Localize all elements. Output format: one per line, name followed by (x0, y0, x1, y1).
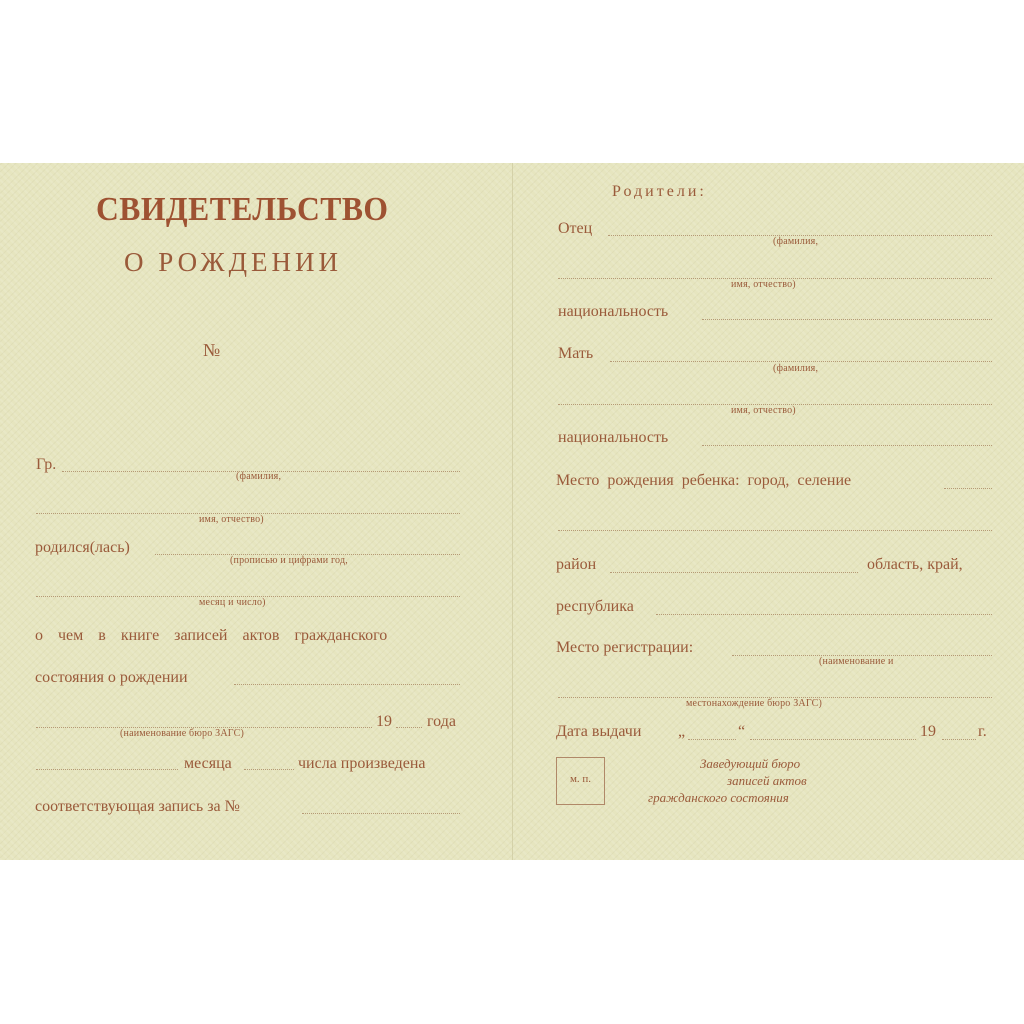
father-hint-surname: (фамилия, (773, 236, 819, 247)
mother-label: Мать (558, 345, 594, 362)
certificate-subtitle: О РОЖДЕНИИ (124, 247, 343, 277)
issue-year-prefix: 19 (920, 723, 936, 740)
father-label: Отец (558, 220, 593, 237)
hint-date-2: месяц и число) (199, 597, 266, 608)
hint-surname: (фамилия, (236, 471, 282, 482)
record-text-1: о чем в книге записей актов гражданского (35, 627, 388, 644)
district-field[interactable] (610, 572, 858, 573)
certificate-title: СВИДЕТЕЛЬСТВО (96, 191, 389, 228)
issue-date-label: Дата выдачи (556, 723, 642, 740)
signer-line-2: записей актов (727, 773, 807, 788)
birthplace-field-2[interactable] (558, 530, 992, 531)
republic-field[interactable] (656, 614, 992, 615)
entry-number-field[interactable] (302, 813, 460, 814)
birthplace-label: Место рождения ребенка: город, селение (556, 472, 852, 489)
issue-month-field[interactable] (750, 739, 916, 740)
father-nationality-label: национальность (558, 303, 669, 320)
father-nationality-field[interactable] (702, 319, 992, 320)
record-field[interactable] (234, 684, 460, 685)
signer-line-1: Заведующий бюро (700, 756, 801, 771)
stamp-label: м. п. (569, 773, 592, 785)
district-label: район (556, 556, 597, 573)
parents-label: Родители: (612, 183, 707, 200)
close-quote: “ (738, 723, 746, 740)
record-text-2: состояния о рождении (35, 669, 188, 686)
mother-hint-surname: (фамилия, (773, 363, 819, 374)
birthplace-field[interactable] (944, 488, 992, 489)
hint-bureau: (наименование бюро ЗАГС) (120, 728, 244, 739)
issue-year-field[interactable] (942, 739, 976, 740)
citizen-label: Гр. (36, 456, 57, 473)
mother-nationality-label: национальность (558, 429, 669, 446)
republic-label: республика (556, 598, 634, 615)
month-field[interactable] (244, 769, 294, 770)
entry-text: соответствующая запись за № (35, 798, 240, 815)
hint-registration-1: (наименование и (819, 656, 894, 667)
month-word: месяца (184, 755, 232, 772)
born-label: родился(лась) (35, 539, 130, 556)
region-label: область, край, (867, 556, 963, 573)
certificate-sheet (0, 163, 1024, 860)
hint-registration-2: местонахождение бюро ЗАГС) (686, 698, 823, 709)
page-fold (512, 163, 513, 860)
number-sign: № (203, 340, 221, 360)
mother-surname-field[interactable] (610, 361, 992, 362)
day-text: числа произведена (298, 755, 426, 772)
day-field[interactable] (36, 769, 178, 770)
issue-day-field[interactable] (688, 739, 736, 740)
signer-line-3: гражданского состояния (648, 790, 789, 805)
father-hint-name: имя, отчество) (731, 279, 796, 290)
hint-date-1: (прописью и цифрами год, (230, 555, 348, 566)
registration-label: Место регистрации: (556, 639, 694, 656)
open-quote: „ (678, 723, 686, 740)
year-field[interactable] (396, 727, 422, 728)
mother-nationality-field[interactable] (702, 445, 992, 446)
year-word: года (427, 713, 456, 730)
stamp-box (556, 757, 605, 805)
mother-hint-name: имя, отчество) (731, 405, 796, 416)
year-abbr: г. (978, 723, 987, 740)
hint-name: имя, отчество) (199, 514, 264, 525)
year-prefix: 19 (376, 713, 392, 730)
